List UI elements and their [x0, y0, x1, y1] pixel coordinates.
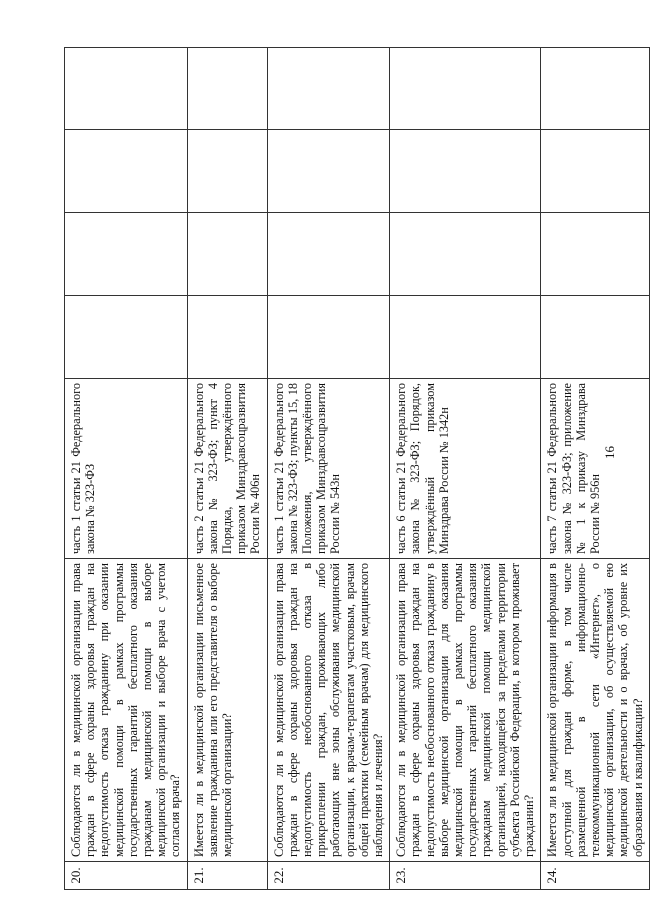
question-cell: Соблюдаются ли в медицинской организации права граждан в сфере охраны здоровья граждан на недопустимость отказа гражданину при оказании медицинской помощи в рамках программы государственных гарантий бесплатного оказания гражданам медицинской помощи в выборе медицинской организации и выборе врача с учетом согласия врача? — [65, 559, 188, 862]
answer-cell — [390, 48, 541, 130]
checklist-table — [64, 47, 650, 890]
row-number: 24. — [541, 862, 649, 890]
answer-cell — [541, 213, 649, 296]
answer-cell — [65, 130, 188, 213]
answer-cell — [65, 213, 188, 296]
answer-cell — [187, 130, 267, 213]
row-number: 20. — [65, 862, 188, 890]
answer-cell — [65, 48, 188, 130]
reference-cell: часть 1 статьи 21 Федерального закона № 323-ФЗ; пункты 15, 18 Положения, утверждённого приказом Минздравсоцразвития России № 543н — [267, 379, 390, 559]
reference-cell: часть 1 статьи 21 Федерального закона № 323-ФЗ — [65, 379, 188, 559]
answer-cell — [390, 130, 541, 213]
row-number: 21. — [187, 862, 267, 890]
answer-cell — [541, 296, 649, 379]
answer-cell — [390, 213, 541, 296]
question-cell: Соблюдаются ли в медицинской организации права граждан в сфере охраны здоровья граждан на недопустимость необоснованного отказа гражданину в выборе медицинской организации для оказания медицинской помощи в рамках программы государственных гарантий бесплатного оказания гражданам медицинской помощи медицинской организацией, находящейся за пределами территории субъекта Российской Федерации, в котором проживает гражданин? — [390, 559, 541, 862]
answer-cell — [541, 48, 649, 130]
answer-cell — [267, 296, 390, 379]
reference-cell: часть 2 статьи 21 Федерального закона № 323-ФЗ; пункт 4 Порядка, утверждённого приказом Минздравсоцразвития России № 406н — [187, 379, 267, 559]
answer-cell — [65, 296, 188, 379]
answer-cell — [541, 130, 649, 213]
page-number: 16 — [602, 446, 617, 459]
answer-cell — [187, 296, 267, 379]
question-cell: Имеется ли в медицинской организации информация в доступной для граждан форме, в том числе размещенной в информационно-телекоммуникационной сети «Интернет», о медицинской организации, об осуществляемой ею медицинской деятельности и о врачах, об уровне их образования и квалификации? — [541, 559, 649, 862]
answer-cell — [187, 48, 267, 130]
answer-cell — [267, 48, 390, 130]
table-row — [390, 48, 541, 890]
answer-cell — [390, 296, 541, 379]
question-cell: Соблюдаются ли в медицинской организации права граждан в сфере охраны здоровья граждан на недопустимость необоснованного отказа в прикреплении граждан, проживающих либо работающих вне зоны обслуживания медицинской организации, к врачам-терапевтам участковым, врачам общей практики (семейным врачам) для медицинского наблюдения и лечения? — [267, 559, 390, 862]
answer-cell — [267, 130, 390, 213]
row-number: 23. — [390, 862, 541, 890]
answer-cell — [267, 213, 390, 296]
table-row — [541, 48, 649, 890]
question-cell: Имеется ли в медицинской организации письменное заявление гражданина или его представителя о выборе медицинской организации? — [187, 559, 267, 862]
reference-cell: часть 6 статьи 21 Федерального закона № 323-ФЗ; Порядок, утверждённый приказом Минздрава России № 1342н — [390, 379, 541, 559]
answer-cell — [187, 213, 267, 296]
reference-cell: часть 7 статьи 21 Федерального закона № 323-ФЗ; приложение № 1 к приказу Минздрава России № 956н — [541, 379, 649, 559]
row-number: 22. — [267, 862, 390, 890]
table-row — [187, 48, 267, 890]
table-row — [267, 48, 390, 890]
table-row — [65, 48, 188, 890]
